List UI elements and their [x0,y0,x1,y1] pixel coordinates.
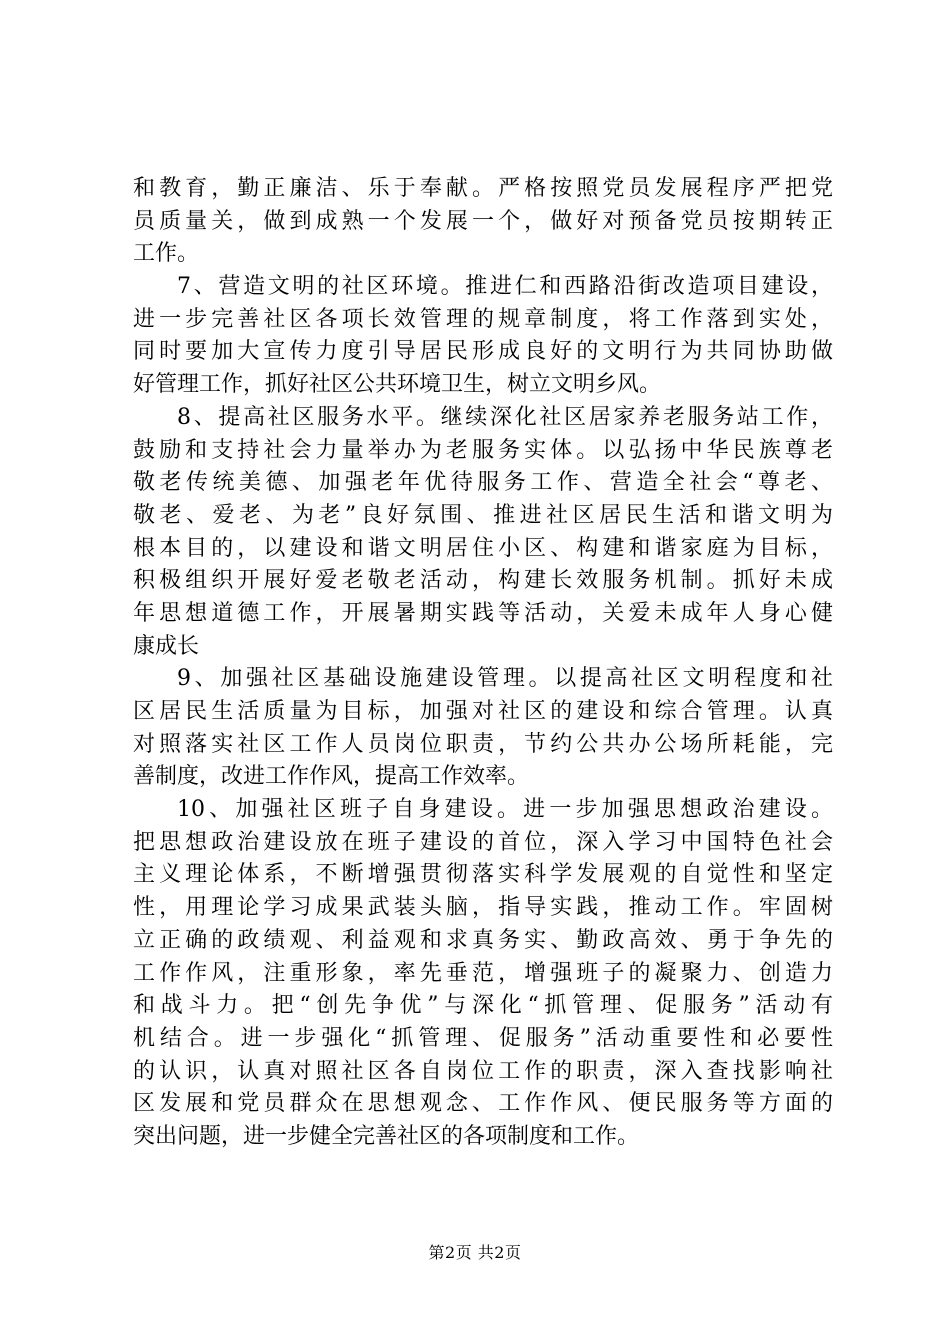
text-line: 立正确的政绩观、利益观和求真务实、勤政高效、勇于争先的 [133,927,833,953]
text-line: 突出问题，进一步健全完善社区的各项制度和工作。 [133,1123,640,1149]
text-line: 年思想道德工作，开展暑期实践等活动，关爱未成年人身心健 [133,600,833,626]
paragraph-item-8-first-line: 8、提高社区服务水平。继续深化社区居家养老服务站工作， [177,404,833,430]
text-line: 同时要加大宣传力度引导居民形成良好的文明行为共同协助做 [133,339,833,365]
paragraph-item-10-first-line: 10、加强社区班子自身建设。进一步加强思想政治建设。 [177,797,833,823]
paragraph-item-9-first-line: 9、加强社区基础设施建设管理。以提高社区文明程度和社 [177,666,833,692]
text-line: 和战斗力。把“创先争优”与深化“抓管理、促服务”活动有 [133,993,833,1019]
text-line: 区发展和党员群众在思想观念、工作作风、便民服务等方面的 [133,1091,833,1117]
text-line: 工作作风，注重形象，率先垂范，增强班子的凝聚力、创造力 [133,960,833,986]
text-line: 好管理工作，抓好社区公共环境卫生，树立文明乡风。 [133,372,662,398]
text-line: 康成长 [133,633,200,659]
text-line: 性，用理论学习成果武装头脑，指导实践，推动工作。牢固树 [133,895,833,921]
page-number-footer: 第2页 共2页 [428,1243,522,1262]
text-line: 和教育，勤正廉洁、乐于奉献。严格按照党员发展程序严把党 [133,176,833,201]
text-line: 进一步完善社区各项长效管理的规章制度，将工作落到实处， [133,306,833,332]
text-line: 根本目的，以建设和谐文明居住小区、构建和谐家庭为目标， [133,535,833,561]
document-body [133,173,833,1154]
text-line: 主义理论体系，不断增强贯彻落实科学发展观的自觉性和坚定 [133,862,833,888]
text-line: 善制度，改进工作作风，提高工作效率。 [133,764,530,790]
paragraph-item-7-first-line: 7、营造文明的社区环境。推进仁和西路沿街改造项目建设， [177,274,833,300]
text-line: 敬老、爱老、为老”良好氛围、推进社区居民生活和谐文明为 [133,502,833,528]
text-line: 工作。 [133,241,200,267]
text-line: 鼓励和支持社会力量举办为老服务实体。以弘扬中华民族尊老 [133,437,833,463]
text-line: 的认识，认真对照社区各自岗位工作的职责，深入查找影响社 [133,1058,833,1084]
text-line: 员质量关，做到成熟一个发展一个，做好对预备党员按期转正 [133,208,833,234]
text-line: 机结合。进一步强化“抓管理、促服务”活动重要性和必要性 [133,1025,833,1051]
text-line: 积极组织开展好爱老敬老活动，构建长效服务机制。抓好未成 [133,568,833,594]
text-line: 敬老传统美德、加强老年优待服务工作、营造全社会“尊老、 [133,470,833,496]
text-line: 区居民生活质量为目标，加强对社区的建设和综合管理。认真 [133,699,833,724]
text-line: 把思想政治建设放在班子建设的首位，深入学习中国特色社会 [133,829,833,855]
text-line: 对照落实社区工作人员岗位职责，节约公共办公场所耗能，完 [133,731,833,757]
